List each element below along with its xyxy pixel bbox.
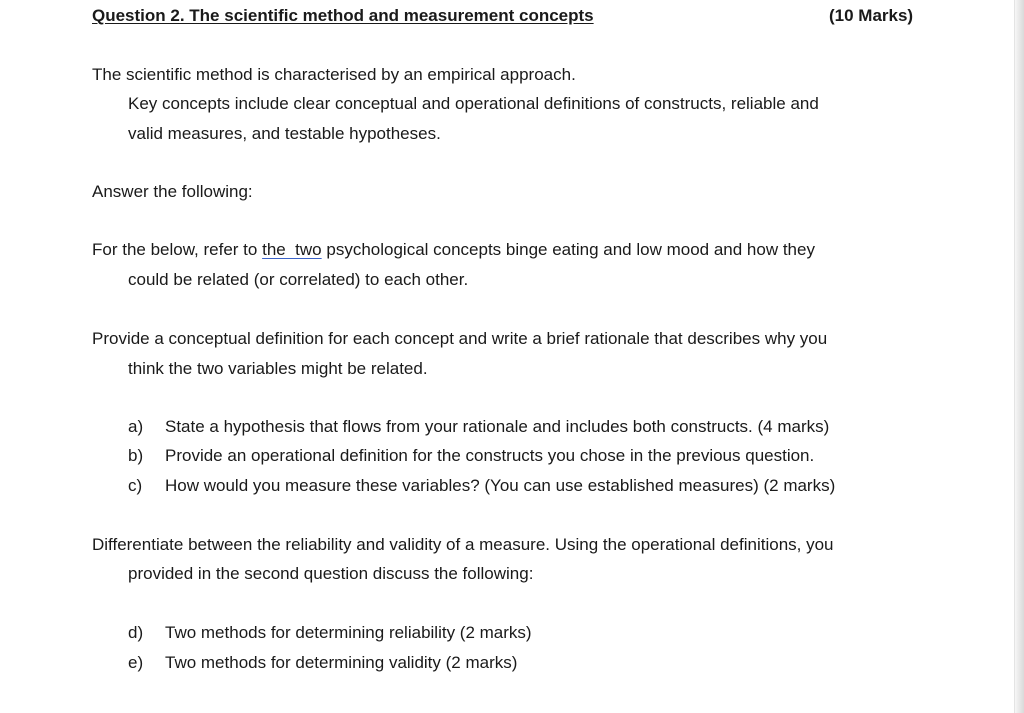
item-c-label: c) [128, 476, 143, 495]
question-title: Question 2. The scientific method and measurement concepts [92, 6, 594, 25]
question-marks: (10 Marks) [829, 6, 914, 25]
item-b-text: Provide an operational definition for the constructs you chose in the previous question. [165, 446, 815, 465]
refer-text-pre: For the below, refer to [92, 240, 263, 259]
item-e-label: e) [128, 653, 144, 672]
differentiate-line-1: Differentiate between the reliability and validity of a measure. Using the operational definitions, you [92, 535, 834, 554]
provide-line-1: Provide a conceptual definition for each concept and write a brief rationale that describes why you [92, 329, 828, 348]
answer-prompt: Answer the following: [92, 182, 253, 201]
refer-text-post: psychological concepts binge eating and low mood and how they [321, 240, 815, 259]
item-c-text: How would you measure these variables? (You can use established measures) (2 marks) [165, 476, 836, 495]
item-e-text: Two methods for determining validity (2 marks) [165, 653, 518, 672]
page-edge-line [1014, 0, 1015, 713]
intro-line-2: Key concepts include clear conceptual and operational definitions of constructs, reliable and [128, 94, 819, 113]
intro-line-1: The scientific method is characterised by an empirical approach. [92, 65, 576, 84]
item-d-text: Two methods for determining reliability (2 marks) [165, 623, 532, 642]
intro-line-3: valid measures, and testable hypotheses. [128, 124, 441, 143]
item-d-label: d) [128, 623, 144, 642]
refer-line-2: could be related (or correlated) to each other. [128, 270, 469, 289]
item-b-label: b) [128, 446, 144, 465]
refer-line-1 [92, 240, 815, 260]
provide-line-2: think the two variables might be related. [128, 359, 428, 378]
item-a-text: State a hypothesis that flows from your rationale and includes both constructs. (4 marks) [165, 417, 830, 436]
page-edge-shadow [1014, 0, 1024, 713]
item-a-label: a) [128, 417, 144, 436]
differentiate-line-2: provided in the second question discuss the following: [128, 564, 534, 583]
refer-underlined-text: the two [262, 240, 322, 259]
